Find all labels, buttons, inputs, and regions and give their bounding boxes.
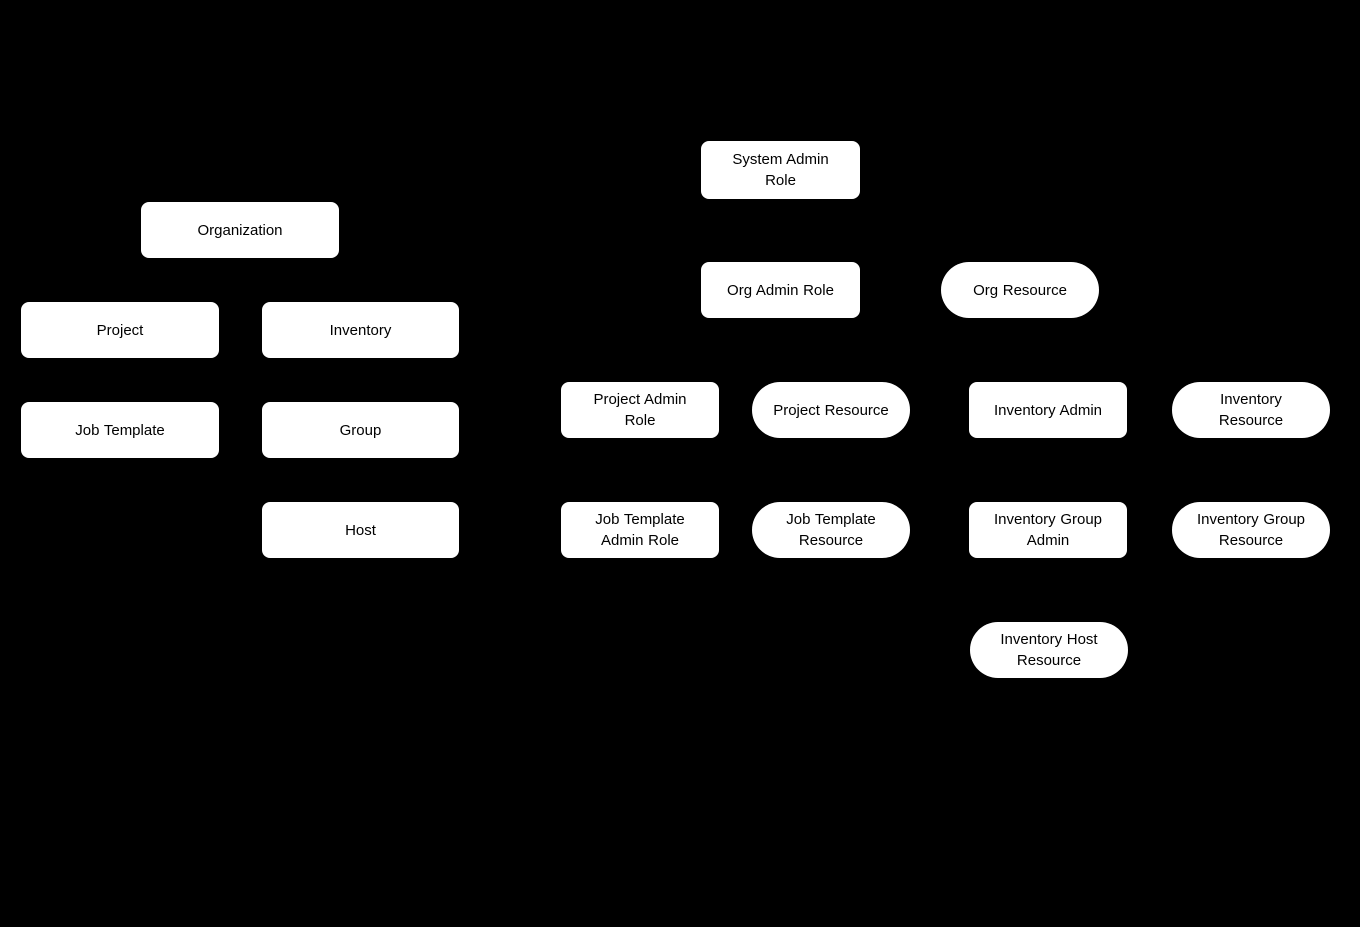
node-project: Project (21, 302, 219, 358)
node-project-admin-role: Project Admin Role (561, 382, 719, 438)
node-group: Group (262, 402, 459, 458)
node-org-admin-role: Org Admin Role (701, 262, 860, 318)
node-job-template-admin-role: Job Template Admin Role (561, 502, 719, 558)
node-system-admin-role: System Admin Role (701, 141, 860, 199)
node-inventory-group-admin: Inventory Group Admin (969, 502, 1127, 558)
node-host: Host (262, 502, 459, 558)
node-org-resource: Org Resource (941, 262, 1099, 318)
node-organization: Organization (141, 202, 339, 258)
node-inventory: Inventory (262, 302, 459, 358)
node-job-template-resource: Job Template Resource (752, 502, 910, 558)
node-inventory-host-resource: Inventory Host Resource (970, 622, 1128, 678)
node-inventory-admin: Inventory Admin (969, 382, 1127, 438)
node-job-template: Job Template (21, 402, 219, 458)
node-inventory-resource: Inventory Resource (1172, 382, 1330, 438)
node-project-resource: Project Resource (752, 382, 910, 438)
node-inventory-group-resource: Inventory Group Resource (1172, 502, 1330, 558)
